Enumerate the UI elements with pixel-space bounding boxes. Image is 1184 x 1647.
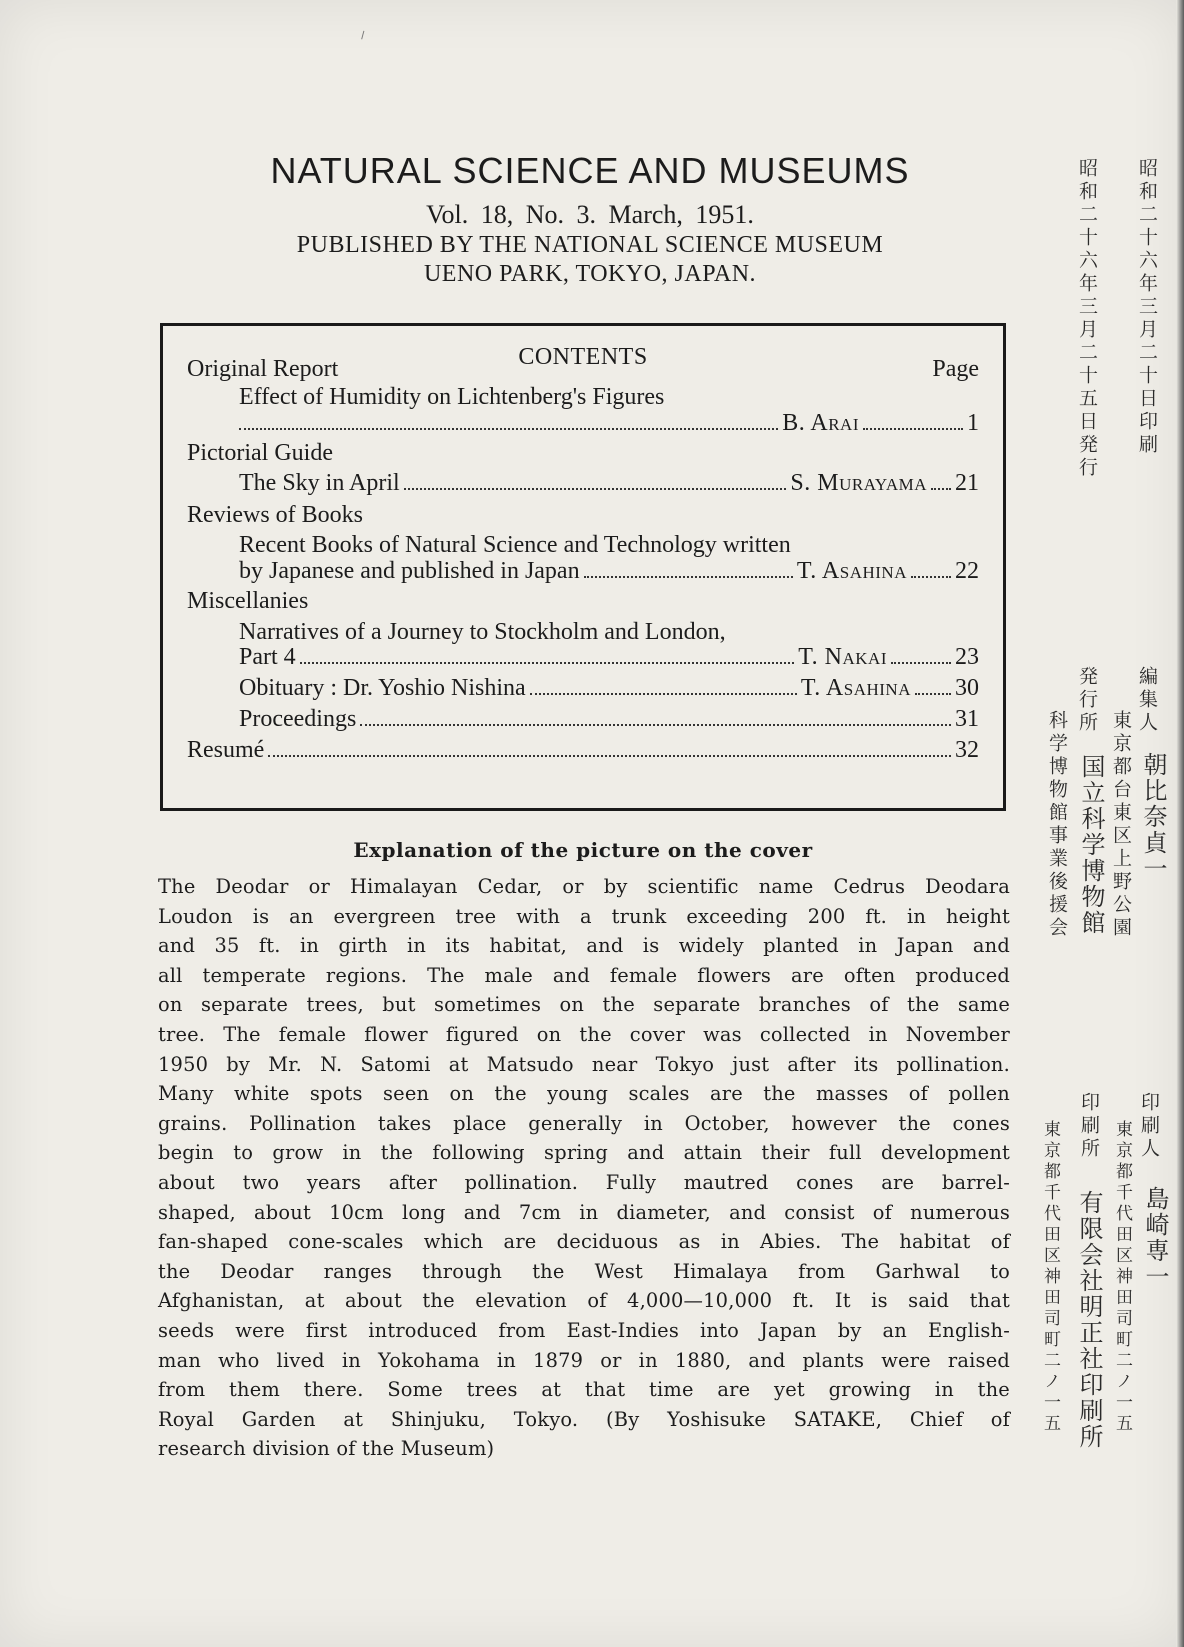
publisher-label: 発行所 — [1076, 666, 1098, 735]
entry-page: 1 — [967, 410, 979, 436]
section-label: Reviews of Books — [187, 502, 363, 528]
explanation-line: Loudon is an evergreen tree with a trunk exceeding 200 ft. in height — [158, 904, 1010, 928]
explanation-line: tree. The female flower figured on the cover was collected in November — [158, 1022, 1010, 1046]
pencil-mark: ⸍ — [355, 27, 374, 50]
entry-title: Obituary : Dr. Yoshio Nishina — [239, 675, 526, 701]
print-shop-label: 印刷所 — [1078, 1092, 1100, 1161]
dot-leader — [530, 693, 797, 695]
explanation-line: on separate trees, but sometimes on the separate branches of the same — [158, 993, 1010, 1017]
section-reviews-of-books — [187, 502, 979, 530]
explanation-line: fan-shaped cone-scales which are deciduous as in Abies. The habitat of — [158, 1230, 1010, 1254]
entry-page: 32 — [955, 737, 979, 763]
explanation-line: all temperate regions. The male and female flowers are often produced — [158, 963, 1010, 987]
volume-line: Vol. 18, No. 3. March, 1951. — [426, 200, 754, 229]
page-edge — [1176, 0, 1184, 1647]
journal-title: NATURAL SCIENCE AND MUSEUMS — [270, 150, 910, 191]
print-shop-name: 有限会社明正社印刷所 — [1075, 1190, 1103, 1450]
entry-title: Recent Books of Natural Science and Technology written — [239, 532, 791, 558]
explanation-title: Explanation of the picture on the cover — [353, 838, 813, 862]
dot-leader — [915, 693, 951, 695]
dot-leader — [360, 724, 951, 726]
explanation-body — [158, 872, 1010, 1464]
entry-author: T. Asahina — [796, 558, 907, 584]
editor-name: 朝比奈貞一 — [1139, 752, 1167, 882]
entry-page: 31 — [955, 706, 979, 732]
printer-name: 島崎専一 — [1141, 1186, 1169, 1290]
section-pictorial-guide — [187, 440, 979, 468]
toc-entry-title — [239, 532, 979, 560]
explanation-line: and 35 ft. in girth in its habitat, and is widely planted in Japan and — [158, 934, 1010, 958]
explanation-line: research division of the Museum) — [158, 1437, 495, 1461]
dot-leader — [911, 576, 951, 578]
contents-heading: CONTENTS — [518, 344, 648, 370]
entry-author: S. Murayama — [790, 470, 927, 496]
page-column-label: Page — [932, 356, 979, 382]
toc-entry — [187, 737, 979, 765]
print-shop-address: 東京都千代田区神田司町二ノ一五 — [1040, 1120, 1060, 1435]
toc-entry-title — [239, 619, 979, 647]
printer-address: 東京都千代田区神田司町二ノ一五 — [1112, 1120, 1132, 1435]
entry-title: Narratives of a Journey to Stockholm and London, — [239, 619, 726, 645]
entry-title: The Sky in April — [239, 470, 400, 496]
publisher-name: 国立科学博物館 — [1077, 754, 1105, 936]
explanation-line: begin to grow in the following spring and attain their full development — [158, 1141, 1010, 1165]
explanation-line: Royal Garden at Shinjuku, Tokyo. (By Yoshisuke SATAKE, Chief of — [158, 1407, 1010, 1431]
masthead — [160, 150, 1020, 288]
entry-title-continued: Part 4 — [239, 644, 296, 670]
dot-leader — [891, 662, 951, 664]
toc-entry — [239, 644, 979, 672]
editor-label: 編集人 — [1136, 666, 1158, 735]
explanation-line: The Deodar or Himalayan Cedar, or by scientific name Cedrus Deodara — [158, 875, 1010, 898]
dot-leader — [268, 755, 951, 757]
editor-address: 東京都台東区上野公園 — [1110, 710, 1132, 940]
explanation-line: about two years after pollination. Fully mautred cones are barrel- — [158, 1170, 1010, 1194]
entry-page: 23 — [955, 644, 979, 670]
explanation-line: seeds were first introduced from East-Indies into Japan by an English- — [158, 1318, 1010, 1342]
entry-author: T. Asahina — [800, 675, 911, 701]
explanation-line: 1950 by Mr. N. Satomi at Matsudo near Tokyo just after its pollination. — [158, 1052, 1010, 1076]
explanation-line: Many white spots seen on the young scales are the masses of pollen — [158, 1082, 1010, 1106]
toc-entry-leader — [239, 410, 979, 438]
explanation-line: the Deodar ranges through the West Himalaya from Garhwal to — [158, 1259, 1010, 1283]
entry-author: B. Arai — [782, 410, 859, 436]
explanation-line: Afghanistan, at about the elevation of 4,000—10,000 ft. It is said that — [158, 1289, 1010, 1313]
toc-entry — [239, 675, 979, 703]
toc-entry — [239, 706, 979, 734]
toc-entry-title — [239, 384, 979, 412]
dot-leader — [239, 428, 778, 430]
place-line: UENO PARK, TOKYO, JAPAN. — [423, 261, 757, 287]
publisher-support: 科学博物館事業後援会 — [1046, 710, 1068, 940]
section-label: Miscellanies — [187, 588, 309, 614]
entry-title: Proceedings — [239, 706, 357, 732]
section-label: Pictorial Guide — [187, 440, 333, 466]
dot-leader — [931, 488, 951, 490]
entry-title: Resumé — [187, 737, 265, 763]
issued-date: 昭和二十六年三月二十五日発行 — [1076, 158, 1098, 480]
entry-author: T. Nakai — [798, 644, 887, 670]
printer-label: 印刷人 — [1138, 1092, 1160, 1161]
entry-page: 21 — [955, 470, 979, 496]
dot-leader — [863, 428, 963, 430]
entry-title-continued: by Japanese and published in Japan — [239, 558, 580, 584]
section-label: Original Report — [187, 356, 339, 382]
dot-leader — [404, 488, 787, 490]
toc-entry — [239, 558, 979, 586]
dot-leader — [300, 662, 795, 664]
section-miscellanies — [187, 588, 979, 616]
toc-entry — [239, 470, 979, 498]
dot-leader — [584, 576, 793, 578]
section-original-report — [187, 356, 979, 384]
entry-page: 22 — [955, 558, 979, 584]
explanation-line: shaped, about 10cm long and 7cm in diameter, and consist of numerous — [158, 1200, 1010, 1224]
entry-page: 30 — [955, 675, 979, 701]
explanation-line: grains. Pollination takes place generally in October, however the cones — [158, 1111, 1010, 1135]
contents-box — [160, 323, 1006, 811]
publisher-line: PUBLISHED BY THE NATIONAL SCIENCE MUSEUM — [296, 232, 884, 258]
printed-date: 昭和二十六年三月二十日印刷 — [1136, 158, 1158, 457]
explanation-line: man who lived in Yokohama in 1879 or in 1880, and plants were raised — [158, 1348, 1010, 1372]
explanation-line: from them there. Some trees at that time are yet growing in the — [158, 1378, 1010, 1402]
entry-title: Effect of Humidity on Lichtenberg's Figures — [239, 384, 665, 410]
